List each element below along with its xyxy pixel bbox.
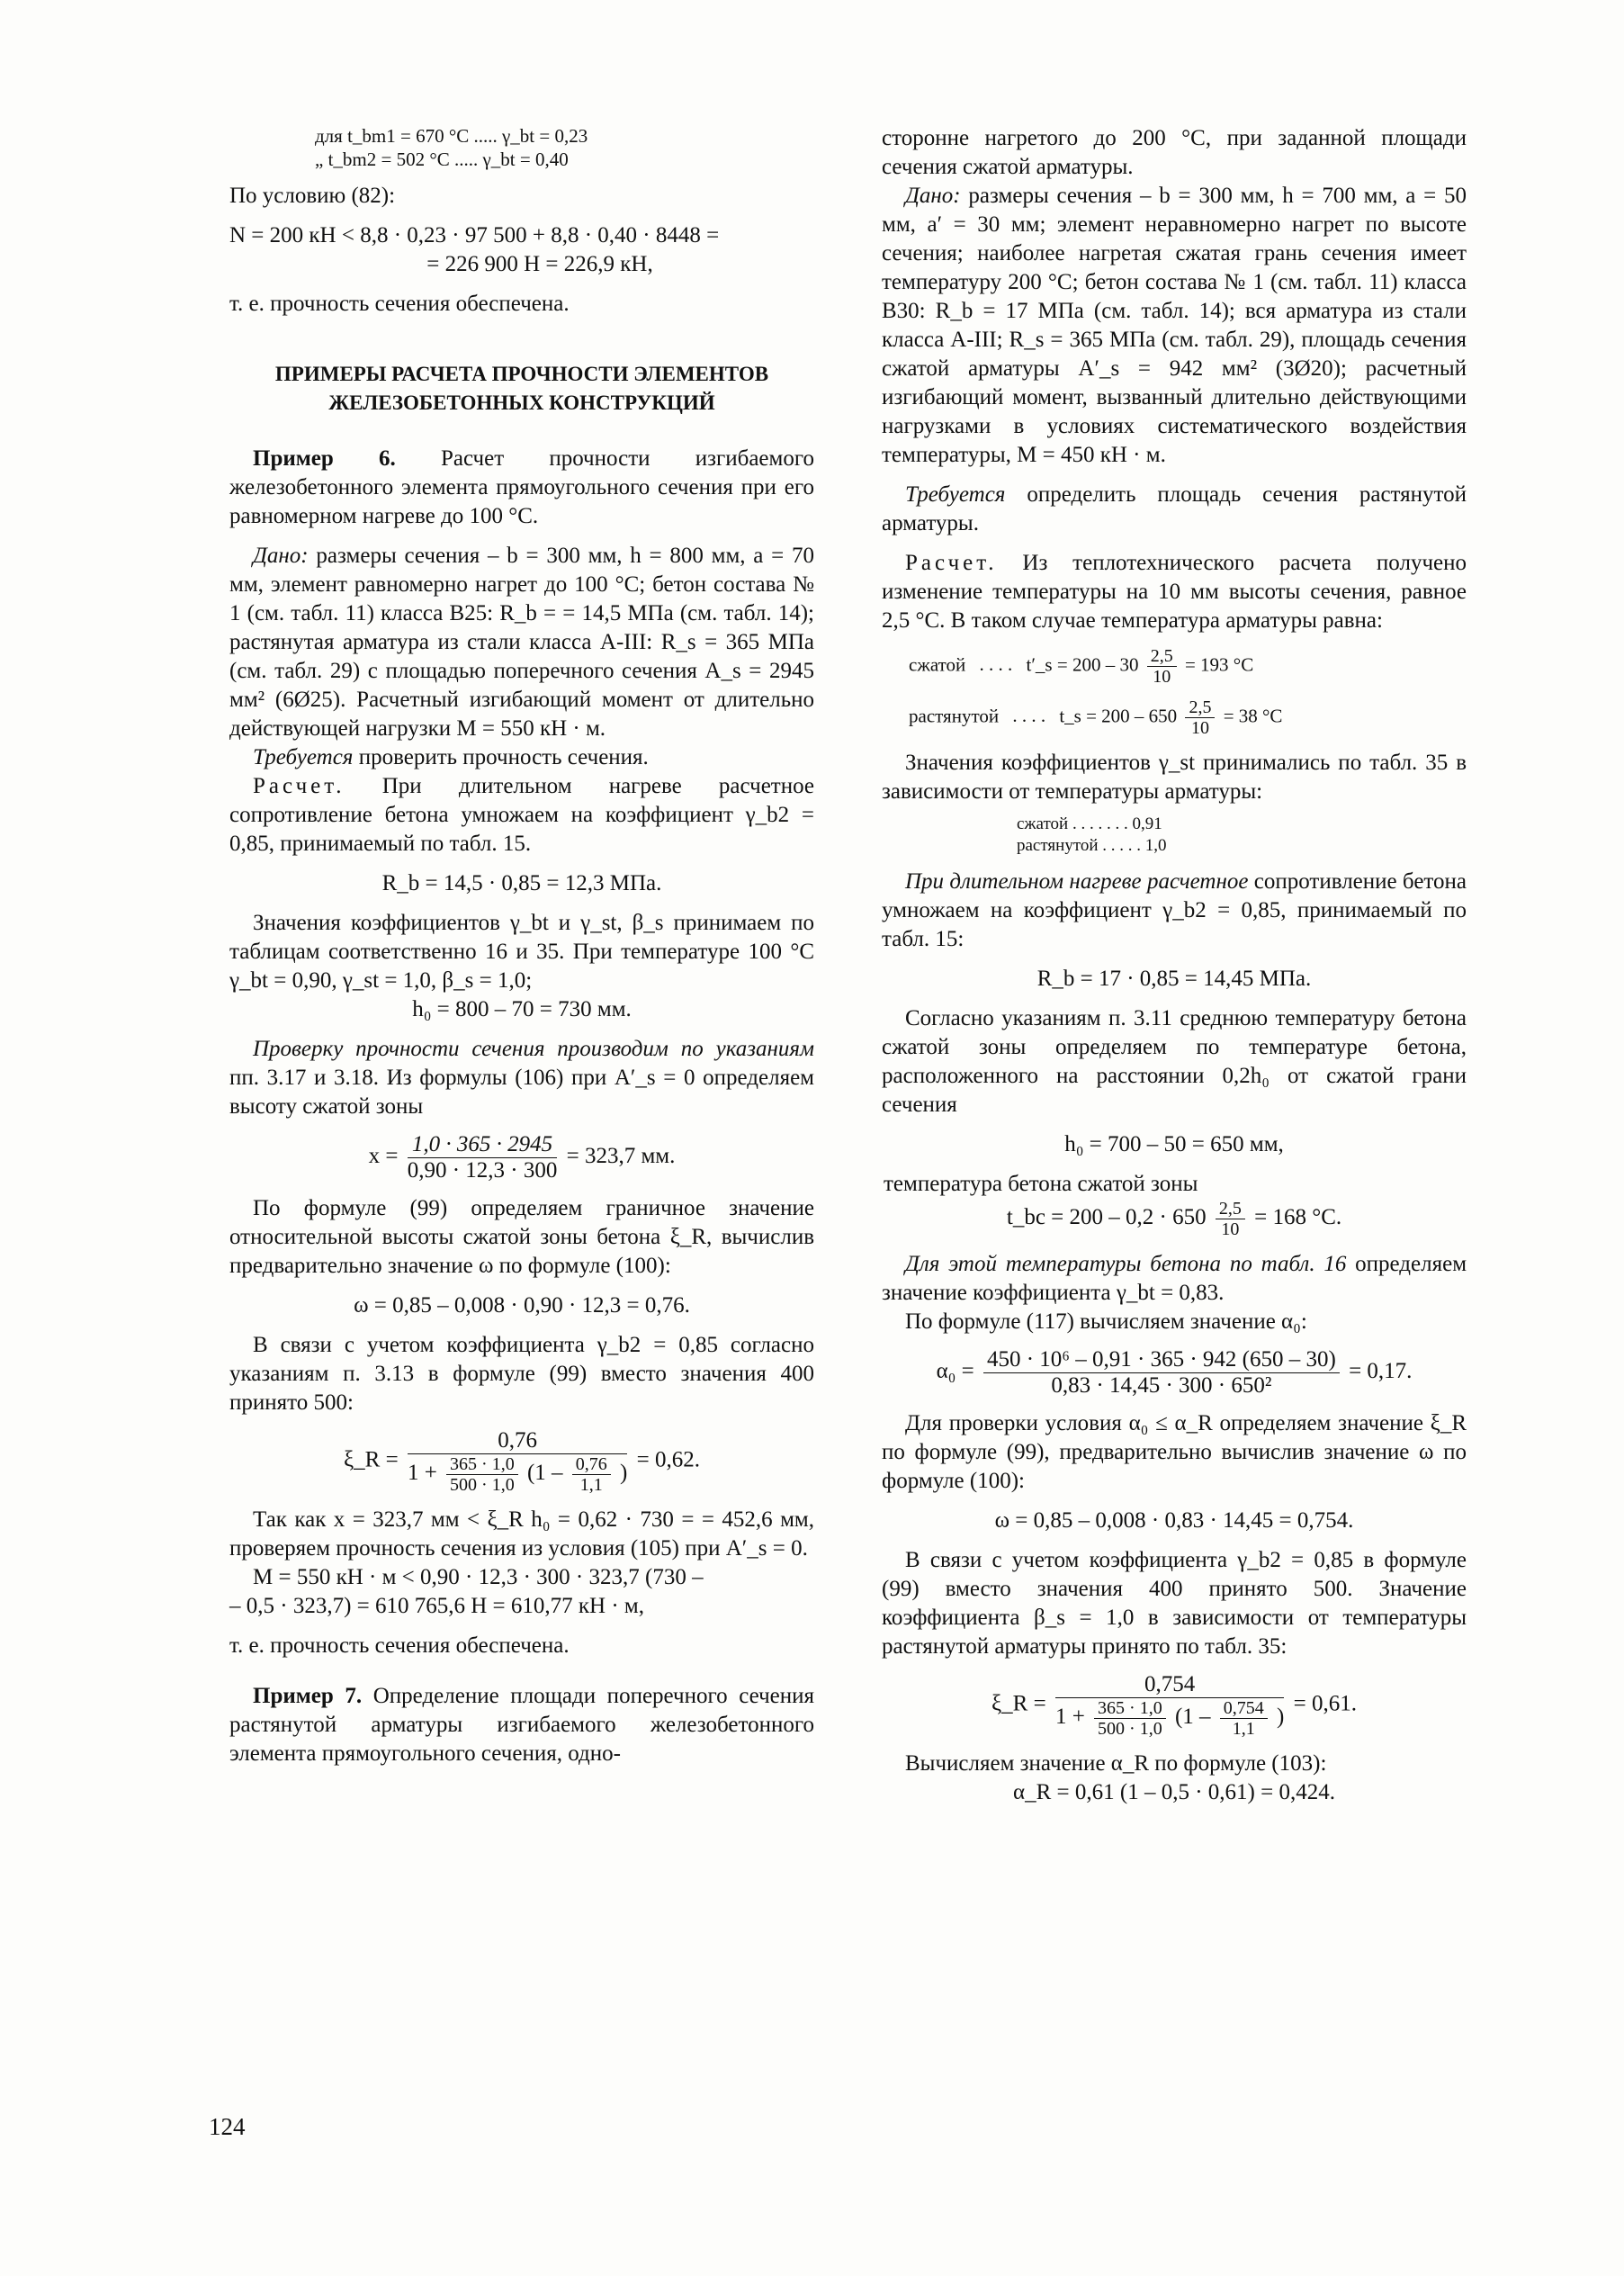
h0-equation: h₀ = 800 – 70 = 730 мм. [412,997,632,1021]
section-heading: ПРИМЕРЫ РАСЧЕТА ПРОЧНОСТИ ЭЛЕМЕНТОВ ЖЕЛЕЗОБЕТОННЫХ КОНСТРУКЦИЙ [274,363,769,414]
strength-conclusion: т. е. прочность сечения обеспечена. [229,292,570,316]
long-heating-text: При длительном нагреве расчетное сопротивление бетона умножаем на коэффициент γ_b2 = 0,85, принимаемый по табл. 15: [882,869,1467,951]
example-7-continued: сторонне нагретого до 200 °С, при заданной площади сечения сжатой арматуры. [882,126,1467,179]
average-temp-text: Согласно указаниям п. 3.11 среднюю температуру бетона сжатой зоны определяем по температуре бетона, расположенного на расстоянии 0,2h₀ от сжатой грани сечения [882,1006,1467,1117]
temperature-list [229,124,814,171]
example-6-required: Требуется проверить прочность сечения. [253,745,649,769]
rb-equation: R_b = 14,5 · 0,85 = 12,3 МПа. [381,871,662,895]
since-text: Так как x = 323,7 мм < ξ_R h₀ = 0,62 · 730 = = 452,6 мм, проверяем прочность сечения из условия (105) при A′_s = 0. [229,1507,814,1561]
omega-equation-right: ω = 0,85 – 0,008 · 0,83 · 14,45 = 0,754. [994,1508,1354,1533]
xi-r-fraction: 0,76 1 + $\frac{365 \cdot 1,0}{500 \cdot 1,0}$ (1 – $\frac{0,76}{1,1}$ ) [407,1428,628,1495]
omega-equation: ω = 0,85 – 0,008 · 0,90 · 12,3 = 0,76. [354,1293,690,1318]
example-6-label: Пример 6. [253,446,396,471]
moment-equation-line-1: M = 550 кН · м < 0,90 · 12,3 · 300 · 323,7 (730 – [253,1565,704,1589]
tbc-label: температура бетона сжатой зоны [884,1172,1198,1196]
force-equation-line-2: = 226 900 Н = 226,9 кН, [426,252,653,276]
given-label: Дано: [253,544,309,568]
temperature-line: для t_bm1 = 670 °C ..... γ_bt = 0,23 [315,125,588,147]
example-7-label: Пример 7. [253,1684,363,1708]
x-fraction: $\frac{1,0 \cdot 365 \cdot 2945}{0,90 \cdot 12,3 \cdot 300}$ [407,1132,558,1183]
force-equation-line-1: N = 200 кН < 8,8 · 0,23 · 97 500 + 8,8 · 0,40 · 8448 = [229,223,720,247]
alpha0-equation: α₀ = $\frac{\text{450 · 10⁶ – 0,91 · 365 · 942 (650 – 30)}}{\text{0,83 · 14,45 · 300 · 650²}}$ = 0,17. [936,1347,1413,1398]
condition-intro: По условию (82): [229,184,396,208]
tensile-temp-equation: растянутой . . . . t_s = 200 – 650 $\frac{2,5}{10}$ = 38 °С [909,697,1283,738]
temperature-line: „ t_bm2 = 502 °C ..... γ_bt = 0,40 [315,148,569,170]
coefficients-text: Значения коэффициентов γ_bt и γ_st, β_s принимаем по таблицам соответственно 16 и 35. При температуре 100 °С γ_bt = 0,90, γ_st = 1,0, β_s = 1,0; [229,911,814,993]
tbc-equation: t_bc = 200 – 0,2 · 650 $\frac{2,5}{10}$ = 168 °С. [1006,1199,1342,1239]
gamma-text: В связи с учетом коэффициента γ_b2 = 0,85 согласно указаниям п. 3.13 в формуле (99) вместо значения 400 принято 500: [229,1333,814,1415]
alpha-intro: По формуле (117) вычисляем значение α₀: [905,1309,1307,1334]
rb-equation-right: R_b = 17 · 0,85 = 14,45 МПа. [1036,967,1312,991]
omega-intro: По формуле (99) определяем граничное значение относительной высоты сжатой зоны бетона ξ_R, вычислив предварительно значение ω по формуле (100): [229,1196,814,1278]
xi-r-equation: ξ_R = 0,76 1 + $\frac{365 \cdot 1,0}{500 \cdot 1,0}$ (1 – $\frac{0,76}{1,1}$ ) = 0,62. [344,1428,700,1495]
moment-equation-line-2: – 0,5 · 323,7) = 610 765,6 Н = 610,77 кН · м, [229,1594,644,1618]
x-equation: x = $\frac{1,0 \cdot 365 \cdot 2945}{0,90 \cdot 12,3 \cdot 300}$ = 323,7 мм. [368,1132,676,1183]
gamma-st-list: сжатой . . . . . . . 0,91 растянутой . . . . . 1,0 [1017,814,1167,855]
example-6-title: Пример 6. Расчет прочности изгибаемого железобетонного элемента прямоугольного сечения при его равномерном нагреве до 100 °С. [229,446,814,528]
strength-check-text: Проверку прочности сечения производим по указаниям пп. 3.17 и 3.18. Из формулы (106) при A′_s = 0 определяем высоту сжатой зоны [229,1037,814,1119]
alpha-r-equation: α_R = 0,61 (1 – 0,5 · 0,61) = 0,424. [1013,1780,1335,1804]
left-column [229,124,814,1768]
strength-conclusion-2: т. е. прочность сечения обеспечена. [229,1633,570,1658]
gamma-st-text: Значения коэффициентов γ_st принимались по табл. 35 в зависимости от температуры арматуры: [882,751,1467,804]
example-7-required: Требуется определить площадь сечения растянутой арматуры. [882,482,1467,535]
right-column [882,124,1467,1807]
example-7-given: Дано: размеры сечения – b = 300 мм, h = 700 мм, a = 50 мм, a′ = 30 мм; элемент неравномерно нагрет по высоте сечения; наиболее нагретая сжатая грань сечения имеет температуру 200 °С; бетон состава № 1 (см. табл. 11) класса В30: R_b = 17 МПа (см. табл. 14); вся арматура из стали класса А-III; R_s = 365 МПа (см. табл. 29), площадь сечения сжатой арматуры A′_s = 942 мм² (3Ø20); расчетный изгибающий момент, вызванный длительно действующими нагрузками в условиях систематического воздействия температуры, M = 450 кН · м. [882,184,1467,467]
example-6-calculation: Расчет. При длительном нагреве расчетное сопротивление бетона умножаем на коэффициент γ_b2 = 0,85, принимаемый по табл. 15. [229,774,815,856]
example-6-given: Дано: размеры сечения – b = 300 мм, h = 800 мм, a = 70 мм, элемент равномерно нагрет до 100 °С; бетон состава № 1 (см. табл. 11) класса В25: R_b = = 14,5 МПа (см. табл. 14); растянутая арматура из стали класса А-III: R_s = 365 МПа (см. табл. 29) с площадью поперечного сечения A_s = 2945 мм² (6Ø25). Расчетный изгибающий момент от длительно действующей нагрузки M = 550 кН · м. [229,544,815,741]
example-7-title: Пример 7. Определение площади поперечного сечения растянутой арматуры изгибаемого железобетонного элемента прямоугольного сечения, одно- [229,1684,814,1766]
xi-r-equation-right: ξ_R = 0,754 1 + $\frac{365 \cdot 1,0}{500 \cdot 1,0}$ (1 – $\frac{0,754}{1,1}$ ) = 0,61. [991,1672,1357,1739]
example-7-calculation: Расчет. Из теплотехнического расчета получено изменение температуры на 10 мм высоты сечения, равное 2,5 °С. В таком случае температура арматуры равна: [882,551,1467,633]
alpha-r-intro: Вычисляем значение α_R по формуле (103): [905,1751,1327,1776]
check-condition-text: Для проверки условия α₀ ≤ α_R определяем значение ξ_R по формуле (99), предварительно вычислив значение ω по формуле (100): [882,1411,1467,1493]
compressed-temp-equation: сжатой . . . . t′_s = 200 – 30 $\frac{2,5}{10}$ = 193 °С [909,646,1254,687]
h0-equation-right: h₀ = 700 – 50 = 650 мм, [1064,1132,1284,1156]
gamma-bt-text: Для этой температуры бетона по табл. 16 определяем значение коэффициента γ_bt = 0,83. [882,1252,1467,1305]
gamma-text-right: В связи с учетом коэффициента γ_b2 = 0,85 в формуле (99) вместо значения 400 принято 500. Значение коэффициента β_s = 1,0 в зависимости от температуры растянутой арматуры принято по табл. 35: [882,1548,1467,1659]
page-number: 124 [209,2113,246,2140]
